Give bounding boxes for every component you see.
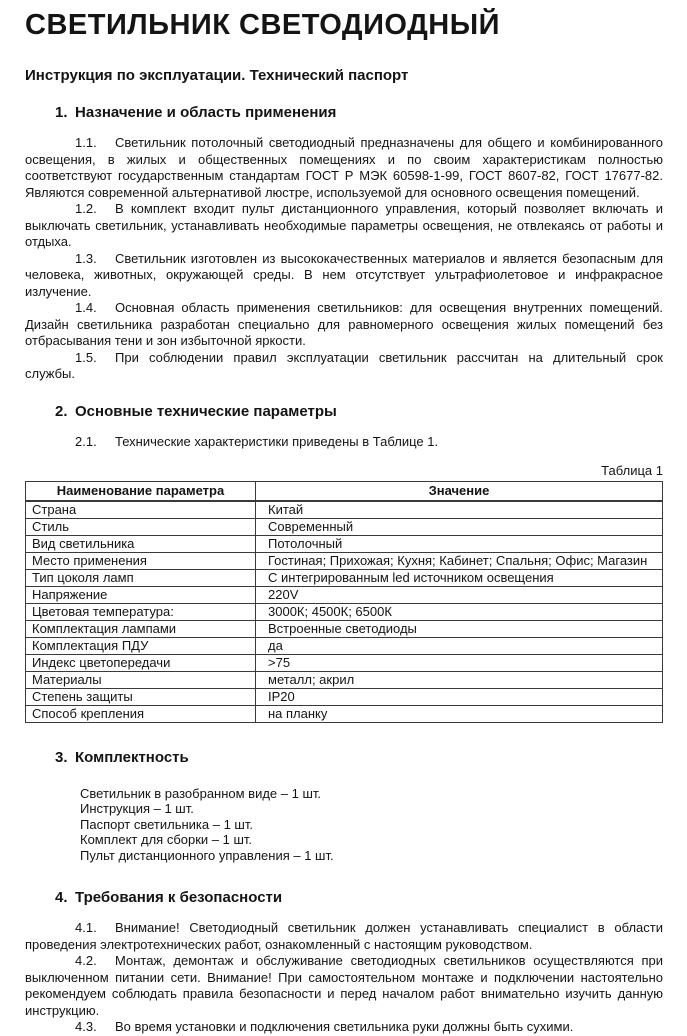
table-row — [26, 637, 663, 654]
paragraph-1-3 — [25, 251, 663, 301]
paragraph-1-5 — [25, 350, 663, 383]
document-title: СВЕТИЛЬНИК СВЕТОДИОДНЫЙ — [25, 9, 500, 41]
param-value: Китай — [256, 501, 663, 519]
param-value: С интегрированным led источником освещения — [256, 569, 663, 586]
param-name: Способ крепления — [26, 705, 256, 722]
section-1-heading — [55, 104, 663, 121]
param-name: Комплектация ПДУ — [26, 637, 256, 654]
param-value: да — [256, 637, 663, 654]
section-4-heading — [55, 889, 663, 906]
table-caption: Таблица 1 — [601, 463, 663, 478]
param-name: Материалы — [26, 671, 256, 688]
param-value: металл; акрил — [256, 671, 663, 688]
paragraph-2-1-number: 2.1. — [75, 433, 97, 449]
kit-list — [80, 786, 663, 864]
paragraph-4-3 — [25, 1019, 663, 1036]
paragraph-4-1-text: Внимание! Светодиодный светильник должен устанавливать специалист в области проведения электротехнических работ, ознакомленный с настоящим руководством. — [25, 920, 663, 952]
section-1-number: 1. — [55, 104, 68, 121]
paragraph-4-2-number: 4.2. — [75, 953, 97, 968]
paragraph-2-1 — [25, 434, 663, 451]
param-value: Современный — [256, 518, 663, 535]
param-value: Гостиная; Прихожая; Кухня; Кабинет; Спальня; Офис; Магазин — [256, 552, 663, 569]
document-subtitle: Инструкция по эксплуатации. Технический паспорт — [25, 67, 409, 84]
paragraph-1-2 — [25, 201, 663, 251]
param-value: Потолочный — [256, 535, 663, 552]
kit-item: Инструкция – 1 шт. — [80, 801, 194, 816]
param-name: Стиль — [26, 518, 256, 535]
section-3-title: Комплектность — [75, 748, 189, 766]
table-header-row — [26, 482, 663, 501]
paragraph-4-3-text: Во время установки и подключения светильника руки должны быть сухими. — [115, 1019, 574, 1034]
table-row — [26, 569, 663, 586]
kit-item: Паспорт светильника – 1 шт. — [80, 816, 253, 832]
kit-item: Светильник в разобранном виде – 1 шт. — [80, 785, 322, 801]
param-name: Напряжение — [26, 586, 256, 603]
table-row — [26, 552, 663, 569]
kit-item: Комплект для сборки – 1 шт. — [80, 832, 253, 847]
param-value: Встроенные светодиоды — [256, 620, 663, 637]
section-1-title: Назначение и область применения — [75, 104, 337, 121]
paragraph-1-1 — [25, 135, 663, 201]
paragraph-1-1-text: Светильник потолочный светодиодный предназначены для общего и комбинированного освещения, в жилых и общественных помещениях и по своим характеристикам полностью соответствуют государственным стандартам ГОСТ Р МЭК 60598-1-99, ГОСТ 8607-82, ГОСТ 17677-82. Являются современной альтернативой люстре, используемой для основного освещения помещений. — [25, 135, 663, 200]
section-4-title: Требования к безопасности — [75, 889, 283, 906]
table-row — [26, 705, 663, 722]
table-row — [26, 620, 663, 637]
param-name: Тип цоколя ламп — [26, 569, 256, 586]
paragraph-4-2 — [25, 953, 663, 1019]
table-row — [26, 671, 663, 688]
section-3-heading — [55, 749, 663, 766]
param-name: Индекс цветопередачи — [26, 654, 256, 671]
paragraph-1-3-text: Светильник изготовлен из высококачественных материалов и является безопасным для человека, животных, окружающей среды. В нем отсутствует ультрафиолетовое и инфракрасное излучение. — [25, 250, 663, 299]
param-value: >75 — [256, 654, 663, 671]
table-row — [26, 688, 663, 705]
paragraph-1-4-number: 1.4. — [75, 300, 97, 315]
table-row — [26, 501, 663, 519]
spec-table — [25, 481, 663, 723]
paragraph-1-4-text: Основная область применения светильников: для освещения внутренних помещений. Дизайн светильника разработан специально для равномерного освещения жилых помещений без отбрасывания тени и зон избыточной яркости. — [25, 300, 663, 348]
paragraph-4-1-number: 4.1. — [75, 920, 97, 935]
param-value: на планку — [256, 705, 663, 722]
paragraph-4-3-number: 4.3. — [75, 1019, 97, 1034]
table-header-value: Значение — [256, 482, 663, 501]
param-name: Комплектация лампами — [26, 620, 256, 637]
paragraph-1-2-number: 1.2. — [75, 201, 97, 216]
section-2-number: 2. — [55, 402, 68, 420]
section-2-heading — [55, 403, 663, 420]
paragraph-1-5-number: 1.5. — [75, 349, 97, 365]
param-name: Степень защиты — [26, 688, 256, 705]
param-name: Цветовая температура: — [26, 603, 256, 620]
paragraph-1-5-text: При соблюдении правил эксплуатации светильник рассчитан на длительный срок службы. — [25, 349, 663, 381]
kit-item: Пульт дистанционного управления – 1 шт. — [80, 847, 334, 863]
paragraph-1-2-text: В комплект входит пульт дистанционного управления, который позволяет включать и выключать светильник, устанавливать необходимые параметры освещения, не отвлекаясь от работы и отдыха. — [25, 201, 663, 249]
paragraph-1-1-number: 1.1. — [75, 135, 97, 150]
param-value: IP20 — [256, 688, 663, 705]
param-name: Вид светильника — [26, 535, 256, 552]
section-3-number: 3. — [55, 748, 68, 766]
table-row — [26, 603, 663, 620]
paragraph-2-1-text: Технические характеристики приведены в Таблице 1. — [115, 433, 439, 449]
param-name: Место применения — [26, 552, 256, 569]
table-row — [26, 654, 663, 671]
section-2-title: Основные технические параметры — [75, 402, 337, 420]
paragraph-4-2-text: Монтаж, демонтаж и обслуживание светодиодных светильников осуществляются при выключенном питании сети. Внимание! При самостоятельном монтаже и подключении настоятельно рекомендуем соблюдать правила безопасности и перед началом работ внимательно изучить данную инструкцию. — [25, 953, 663, 1018]
table-row — [26, 518, 663, 535]
paragraph-1-4 — [25, 300, 663, 350]
paragraph-4-1 — [25, 920, 663, 953]
table-row — [26, 586, 663, 603]
param-value: 3000К; 4500К; 6500К — [256, 603, 663, 620]
paragraph-1-3-number: 1.3. — [75, 250, 97, 266]
table-header-parameter: Наименование параметра — [26, 482, 256, 501]
param-value: 220V — [256, 586, 663, 603]
section-4-number: 4. — [55, 889, 68, 906]
table-row — [26, 535, 663, 552]
param-name: Страна — [26, 501, 256, 519]
